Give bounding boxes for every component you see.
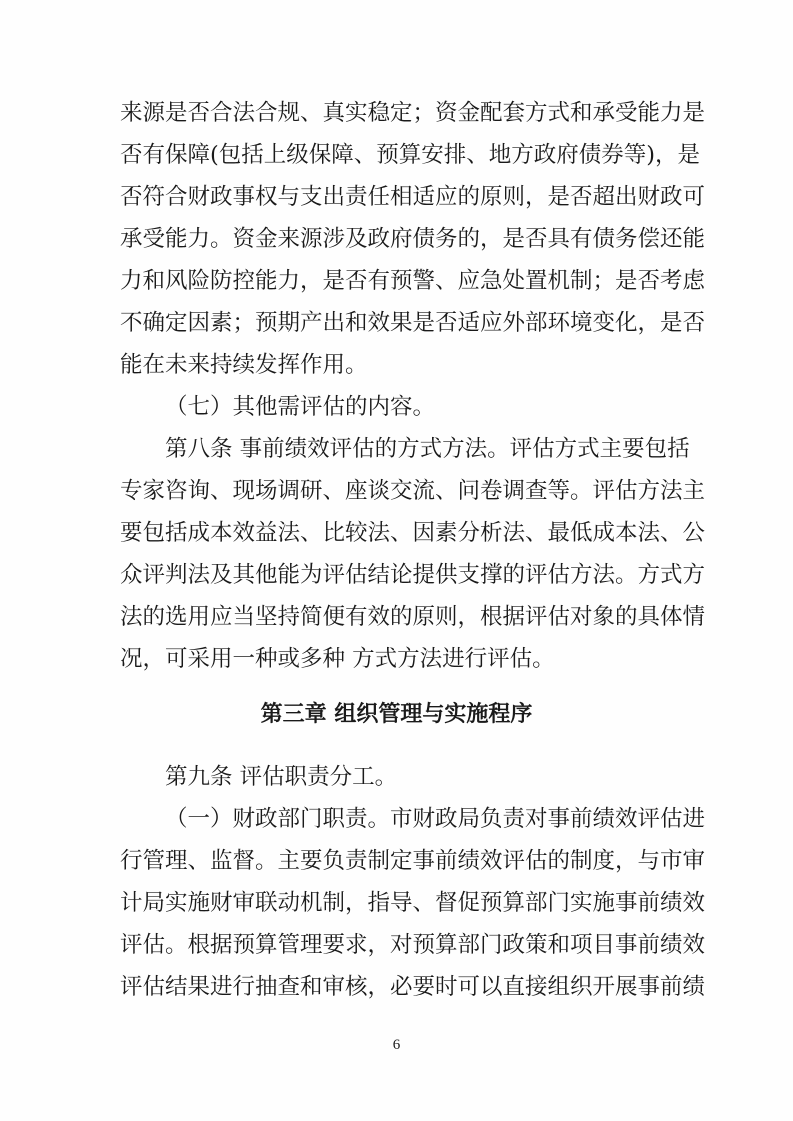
- article-eight-line: 专家咨询、现场调研、座谈交流、问卷调查等。评估方法主: [120, 478, 706, 504]
- page-number: 6: [392, 1037, 401, 1053]
- paragraph-line: 不确定因素；预期产出和效果是否适应外部环境变化，是否: [120, 310, 706, 336]
- paragraph-line: 否符合财政事权与支出责任相适应的原则，是否超出财政可: [120, 184, 706, 210]
- item-one-line: 行管理、监督。主要负责制定事前绩效评估的制度，与市审: [120, 848, 706, 874]
- chapter-heading: 第三章 组织管理与实施程序: [260, 702, 533, 727]
- paragraph-line: 来源是否合法合规、真实稳定；资金配套方式和承受能力是: [120, 100, 706, 126]
- article-nine: 第九条 评估职责分工。: [165, 764, 398, 790]
- item-one-line: 计局实施财审联动机制，指导、督促预算部门实施事前绩效: [120, 890, 706, 916]
- item-seven: （七）其他需评估的内容。: [165, 394, 436, 420]
- article-eight-line: 第八条 事前绩效评估的方式方法。评估方式主要包括: [165, 436, 690, 462]
- paragraph-line: 否有保障(包括上级保障、预算安排、地方政府债券等)，是: [120, 142, 701, 168]
- item-one-line: 评估。根据预算管理要求，对预算部门政策和项目事前绩效: [120, 932, 706, 958]
- item-one-line: 评估结果进行抽查和审核，必要时可以直接组织开展事前绩: [120, 974, 706, 1000]
- item-one-line: （一）财政部门职责。市财政局负责对事前绩效评估进: [165, 806, 706, 832]
- article-eight-line: 要包括成本效益法、比较法、因素分析法、最低成本法、公: [120, 520, 706, 546]
- article-eight-line: 法的选用应当坚持简便有效的原则，根据评估对象的具体情: [120, 604, 706, 630]
- paragraph-line: 承受能力。资金来源涉及政府债务的，是否具有债务偿还能: [120, 226, 706, 252]
- article-eight-line: 众评判法及其他能为评估结论提供支撑的评估方法。方式方: [120, 562, 706, 588]
- paragraph-line: 力和风险防控能力，是否有预警、应急处置机制；是否考虑: [120, 268, 706, 294]
- article-eight-line: 况，可采用一种或多种 方式方法进行评估。: [120, 646, 555, 672]
- paragraph-line: 能在未来持续发挥作用。: [120, 352, 368, 378]
